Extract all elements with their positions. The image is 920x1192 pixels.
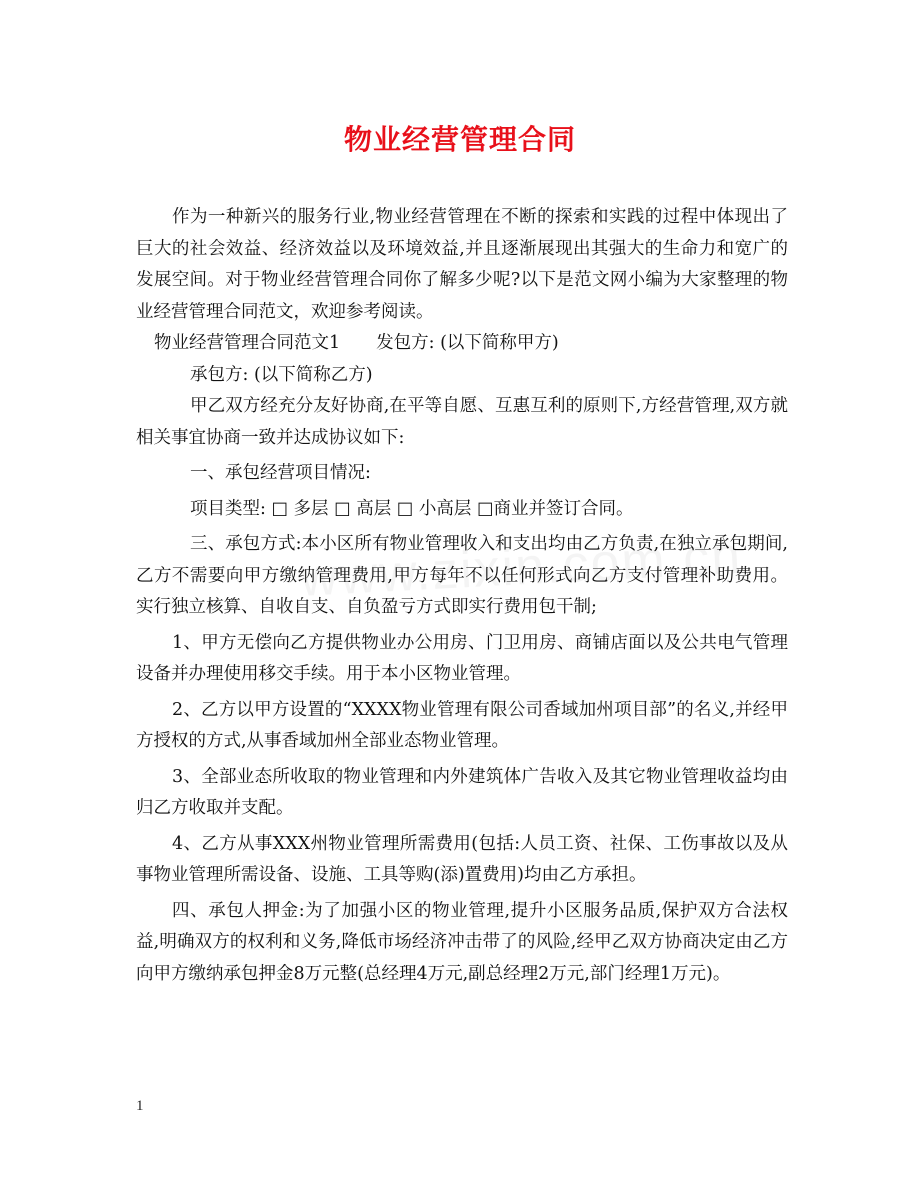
contract-sample-label: 物业经营管理合同范文1 <box>154 333 341 353</box>
paragraph-item-1: 1、甲方无偿向乙方提供物业办公用房、门卫用房、商铺店面以及公共电气管理设备并办理使用移交手续。用于本小区物业管理。 <box>136 632 788 684</box>
issuer-label: 发包方: (以下简称甲方) <box>376 333 559 353</box>
paragraph-heading-line <box>136 328 788 360</box>
paragraph-agreement: 甲乙双方经充分友好协商,在平等自愿、互惠互利的原则下,方经营管理,双方就相关事宜协商一致并达成协议如下: <box>136 396 788 448</box>
paragraph-intro: 作为一种新兴的服务行业,物业经营管理在不断的探索和实践的过程中体现出了巨大的社会效益、经济效益以及环境效益,并且逐渐展现出其强大的生命力和宽广的发展空间。对于物业经营管理合同你了解多少呢?以下是范文网小编为大家整理的物业经营管理合同范文，欢迎参考阅读。 <box>136 207 788 322</box>
paragraph-section-3: 三、承包方式:本小区所有物业管理收入和支出均由乙方负责,在独立承包期间,乙方不需要向甲方缴纳管理费用,甲方每年不以任何形式向乙方支付管理补助费用。实行独立核算、自收自支、自负盈亏方式即实行费用包干制; <box>136 534 788 617</box>
document-body <box>136 202 788 994</box>
document-title: 物业经营管理合同 <box>343 123 576 156</box>
paragraph-contractor: 承包方: (以下简称乙方) <box>190 364 373 385</box>
page-number: 1 <box>136 1098 144 1114</box>
paragraph-item-2: 2、乙方以甲方设置的“XXXX物业管理有限公司香域加州项目部”的名义,并经甲方授权的方式,从事香域加州全部业态物业管理。 <box>136 699 788 751</box>
paragraph-section-1: 一、承包经营项目情况: <box>190 463 371 483</box>
paragraph-project-type: 项目类型: □ 多层 □ 高层 □ 小高层 □商业并签订合同。 <box>190 498 634 519</box>
paragraph-item-3: 3、全部业态所收取的物业管理和内外建筑体广告收入及其它物业管理收益均由归乙方收取并支配。 <box>136 766 788 818</box>
paragraph-section-4: 四、承包人押金:为了加强小区的物业管理,提升小区服务品质,保护双方合法权益,明确双方的权利和义务,降低市场经济冲击带了的风险,经甲乙双方协商决定由乙方向甲方缴纳承包押金8万元整(总经理4万元,副总经理2万元,部门经理1万元)。 <box>136 900 788 984</box>
paragraph-item-4: 4、乙方从事XXX州物业管理所需费用(包括:人员工资、社保、工伤事故以及从事物业管理所需设备、设施、工具等购(添)置费用)均由乙方承担。 <box>136 833 788 885</box>
